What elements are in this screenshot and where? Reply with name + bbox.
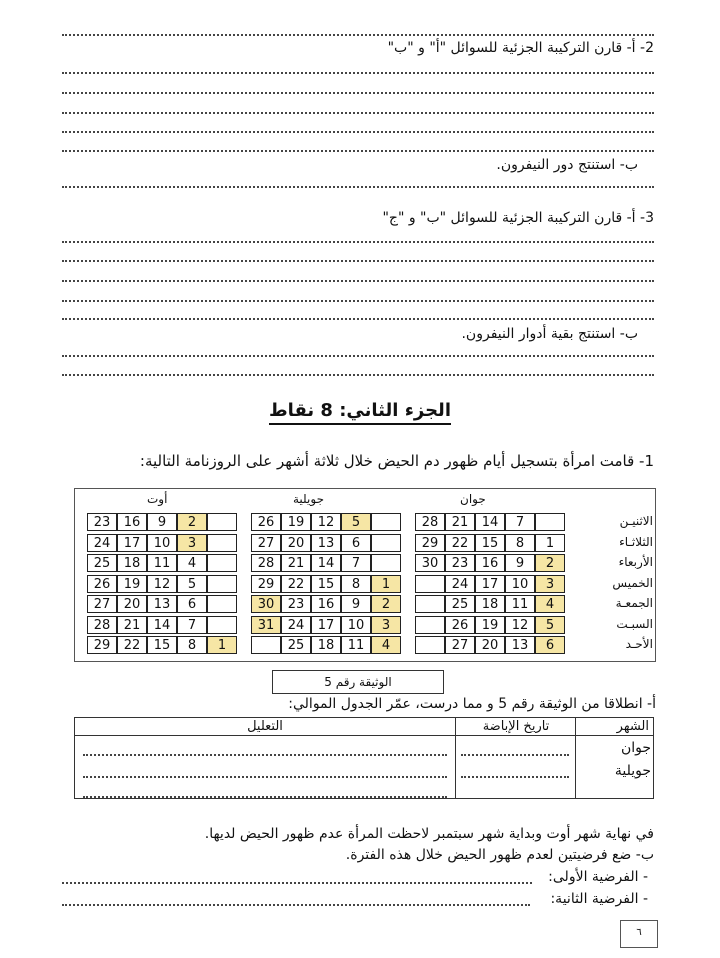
calendar-day-cell: 31 (251, 616, 281, 634)
calendar-day-cell (415, 636, 445, 654)
calendar-day-cell: 20 (475, 636, 505, 654)
calendar-day-cell: 10 (505, 575, 535, 593)
calendar-day-cell: 6 (341, 534, 371, 552)
calendar-day-name: الجمعـة (615, 596, 653, 610)
header-justification: التعليل (247, 719, 283, 734)
calendar-day-cell: 15 (475, 534, 505, 552)
answer-line (62, 34, 654, 36)
calendar-day-cell: 22 (281, 575, 311, 593)
calendar-day-cell: 21 (445, 513, 475, 531)
answer-line (62, 72, 654, 74)
calendar-day-cell: 19 (475, 616, 505, 634)
calendar-day-cell: 9 (341, 595, 371, 613)
calendar-day-cell (207, 616, 237, 634)
calendar-day-cell: 4 (371, 636, 401, 654)
calendar-day-cell (415, 595, 445, 613)
calendar-day-cell: 18 (475, 595, 505, 613)
calendar-day-cell: 23 (87, 513, 117, 531)
answer-line (62, 260, 654, 262)
question-2b: ب- استنتج دور النيفرون. (496, 157, 638, 173)
calendar-day-cell (415, 575, 445, 593)
calendar-day-name: الاثنيـن (619, 514, 653, 528)
calendar-day-cell: 25 (87, 554, 117, 572)
calendar-day-cell: 14 (475, 513, 505, 531)
calendar-day-cell: 6 (535, 636, 565, 654)
calendar-day-cell: 8 (177, 636, 207, 654)
calendar-day-cell: 28 (251, 554, 281, 572)
calendar-day-cell: 5 (341, 513, 371, 531)
hypothesis-2-label: - الفرضية الثانية: (550, 891, 648, 907)
calendar-day-cell: 27 (445, 636, 475, 654)
calendar-day-cell (207, 575, 237, 593)
calendar-day-cell (535, 513, 565, 531)
calendar-day-cell: 23 (445, 554, 475, 572)
calendar-day-cell: 13 (505, 636, 535, 654)
calendar-day-cell: 24 (281, 616, 311, 634)
calendar-day-cell: 30 (251, 595, 281, 613)
answer-table (74, 717, 654, 799)
part-title: الجزء الثاني: 8 نقاط (0, 400, 720, 421)
calendar-day-cell: 18 (311, 636, 341, 654)
question-1-intro: 1- قامت امرأة بتسجيل أيام ظهور دم الحيض خلال ثلاثة أشهر على الروزنامة التالية: (139, 452, 654, 470)
calendar-day-name: الخميس (612, 575, 653, 590)
calendar-day-cell: 20 (117, 595, 147, 613)
answer-cell[interactable] (83, 796, 447, 798)
observation-text: في نهاية شهر أوت وبداية شهر سبتمبر لاحظت المرأة عدم ظهور الحيض لديها. (204, 826, 654, 842)
calendar-day-cell: 17 (475, 575, 505, 593)
calendar-day-cell (371, 534, 401, 552)
answer-cell[interactable] (461, 754, 569, 756)
header-month: الشهر (616, 719, 649, 734)
calendar-day-cell: 21 (281, 554, 311, 572)
header-ovulation-date: تاريخ الإباضة (482, 719, 550, 734)
calendar-day-cell (371, 554, 401, 572)
calendar-day-cell: 15 (311, 575, 341, 593)
document-caption: الوثيقة رقم 5 (272, 670, 444, 694)
calendar-day-cell: 25 (281, 636, 311, 654)
calendar-day-cell: 3 (535, 575, 565, 593)
calendar-day-cell (207, 534, 237, 552)
calendar-day-cell: 30 (415, 554, 445, 572)
month-label-august: أوت (147, 492, 168, 506)
calendar-day-cell: 19 (281, 513, 311, 531)
answer-cell[interactable] (461, 776, 569, 778)
answer-line (62, 300, 654, 302)
calendar (74, 488, 656, 662)
question-b-hypotheses: ب- ضع فرضيتين لعدم ظهور الحيض خلال هذه الفترة. (345, 847, 654, 863)
calendar-day-cell: 25 (445, 595, 475, 613)
calendar-day-name: السبـت (616, 616, 653, 631)
calendar-day-cell (251, 636, 281, 654)
calendar-day-cell: 18 (117, 554, 147, 572)
calendar-day-cell: 20 (281, 534, 311, 552)
calendar-day-cell: 10 (147, 534, 177, 552)
answer-line (62, 374, 654, 376)
calendar-day-cell: 11 (147, 554, 177, 572)
calendar-day-cell: 22 (445, 534, 475, 552)
answer-line (62, 318, 654, 320)
calendar-day-cell: 1 (207, 636, 237, 654)
calendar-day-cell: 26 (445, 616, 475, 634)
calendar-day-cell: 1 (535, 534, 565, 552)
calendar-day-cell: 14 (311, 554, 341, 572)
answer-line (62, 280, 654, 282)
calendar-day-cell: 11 (341, 636, 371, 654)
calendar-day-cell (207, 554, 237, 572)
answer-line (62, 112, 654, 114)
month-label-july: جويلية (293, 492, 324, 506)
answer-line (62, 355, 654, 357)
answer-cell[interactable] (83, 776, 447, 778)
calendar-day-cell: 13 (311, 534, 341, 552)
calendar-day-cell: 10 (341, 616, 371, 634)
month-label-june: جوان (460, 492, 486, 506)
calendar-day-cell (207, 513, 237, 531)
calendar-day-name: الثلاثـاء (619, 534, 653, 549)
calendar-day-cell: 22 (117, 636, 147, 654)
answer-cell[interactable] (83, 754, 447, 756)
calendar-day-cell: 9 (505, 554, 535, 572)
calendar-day-cell: 26 (251, 513, 281, 531)
calendar-day-name: الأربعاء (618, 555, 653, 569)
calendar-day-cell: 28 (415, 513, 445, 531)
calendar-day-cell: 2 (177, 513, 207, 531)
calendar-day-cell: 19 (117, 575, 147, 593)
calendar-day-cell: 12 (147, 575, 177, 593)
calendar-day-cell: 3 (371, 616, 401, 634)
calendar-day-cell: 15 (147, 636, 177, 654)
calendar-day-cell: 4 (535, 595, 565, 613)
calendar-day-cell: 27 (251, 534, 281, 552)
calendar-day-cell: 17 (117, 534, 147, 552)
row-july: جويلية (614, 763, 651, 779)
calendar-day-cell (371, 513, 401, 531)
table-intro: أ- انطلاقا من الوثيقة رقم 5 و مما درست، عمّر الجدول الموالي: (288, 696, 656, 712)
calendar-day-cell (207, 595, 237, 613)
calendar-day-cell: 7 (341, 554, 371, 572)
calendar-day-cell: 7 (177, 616, 207, 634)
page-number: ٦ (620, 920, 658, 948)
calendar-day-cell: 29 (415, 534, 445, 552)
calendar-day-cell: 6 (177, 595, 207, 613)
calendar-day-cell: 16 (475, 554, 505, 572)
calendar-day-cell: 28 (87, 616, 117, 634)
calendar-day-cell: 29 (251, 575, 281, 593)
calendar-day-cell: 17 (311, 616, 341, 634)
calendar-day-cell: 16 (311, 595, 341, 613)
calendar-day-cell: 27 (87, 595, 117, 613)
calendar-day-cell: 3 (177, 534, 207, 552)
answer-line (62, 241, 654, 243)
calendar-day-cell: 9 (147, 513, 177, 531)
calendar-day-cell: 16 (117, 513, 147, 531)
hypothesis-1-line[interactable] (62, 882, 532, 884)
calendar-day-cell: 24 (87, 534, 117, 552)
question-2a: 2- أ- قارن التركيبة الجزئية للسوائل "أ" و "ب" (387, 40, 654, 56)
calendar-day-cell: 23 (281, 595, 311, 613)
calendar-day-cell: 5 (535, 616, 565, 634)
calendar-day-cell: 5 (177, 575, 207, 593)
hypothesis-2-line[interactable] (62, 904, 530, 906)
calendar-day-cell: 12 (505, 616, 535, 634)
answer-line (62, 131, 654, 133)
calendar-day-cell: 11 (505, 595, 535, 613)
calendar-day-cell (415, 616, 445, 634)
calendar-day-cell: 2 (535, 554, 565, 572)
answer-line (62, 186, 654, 188)
question-3a: 3- أ- قارن التركيبة الجزئية للسوائل "ب" و "ج" (382, 210, 654, 226)
calendar-day-name: الأحـد (625, 637, 653, 651)
calendar-day-cell: 2 (371, 595, 401, 613)
hypothesis-1-label: - الفرضية الأولى: (548, 869, 648, 885)
calendar-day-cell: 21 (117, 616, 147, 634)
calendar-day-cell: 12 (311, 513, 341, 531)
answer-line (62, 150, 654, 152)
calendar-day-cell: 8 (341, 575, 371, 593)
calendar-day-cell: 1 (371, 575, 401, 593)
calendar-day-cell: 14 (147, 616, 177, 634)
row-june: جوان (620, 740, 651, 756)
calendar-day-cell: 8 (505, 534, 535, 552)
question-3b: ب- استنتج بقية أدوار النيفرون. (461, 326, 638, 342)
answer-line (62, 92, 654, 94)
calendar-day-cell: 24 (445, 575, 475, 593)
calendar-day-cell: 7 (505, 513, 535, 531)
calendar-day-cell: 26 (87, 575, 117, 593)
calendar-day-cell: 4 (177, 554, 207, 572)
calendar-day-cell: 29 (87, 636, 117, 654)
calendar-day-cell: 13 (147, 595, 177, 613)
